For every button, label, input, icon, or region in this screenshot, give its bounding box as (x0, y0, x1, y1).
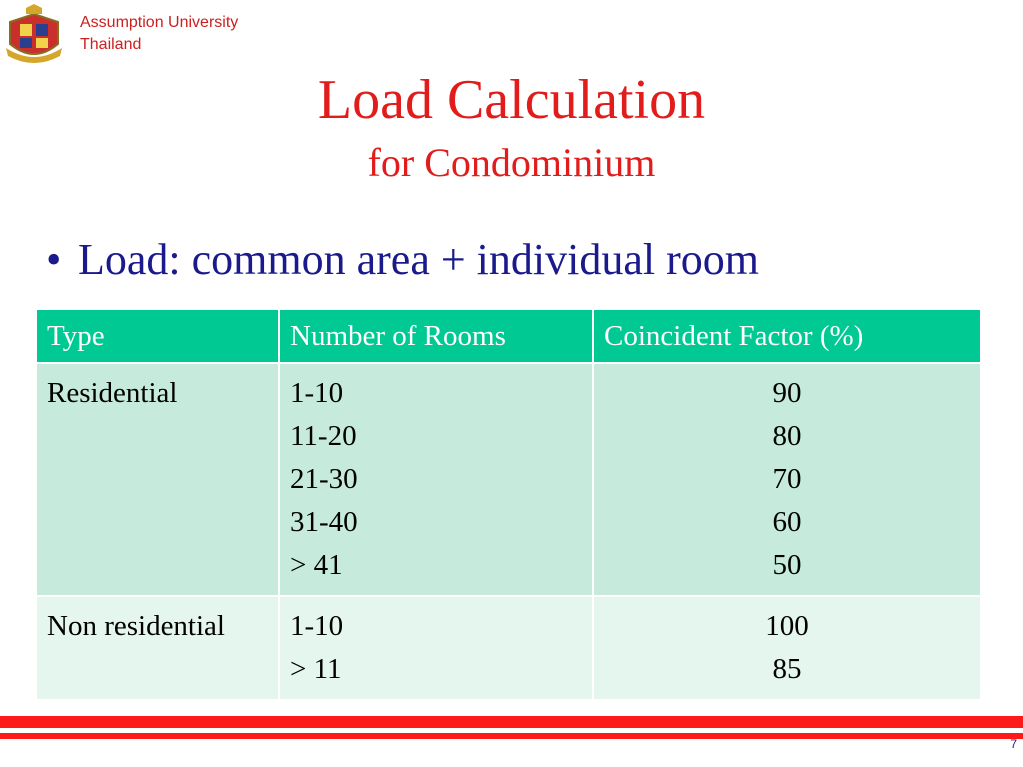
table-row (37, 363, 980, 596)
table-header-row (37, 310, 980, 363)
university-name-line1: Assumption University (80, 14, 239, 31)
factor-value: 90 (772, 377, 802, 409)
cell-rooms (279, 363, 593, 596)
university-name-line2: Thailand (80, 36, 142, 53)
cell-factors (593, 363, 980, 596)
rooms-value: 1-10 (290, 610, 344, 642)
rooms-value: 1-10 (290, 377, 344, 409)
factor-value: 50 (772, 549, 802, 581)
footer-stripe-bottom (0, 733, 1023, 739)
header-coincident-factor: Coincident Factor (%) (593, 310, 980, 363)
rooms-value: 21-30 (290, 463, 358, 495)
factor-value: 70 (772, 463, 802, 495)
slide-subtitle: for Condominium (367, 140, 656, 185)
cell-type: Non residential (37, 596, 279, 699)
page-number: 7 (1010, 737, 1017, 751)
coincident-factor-table (37, 310, 980, 699)
table-row (37, 596, 980, 699)
header-type: Type (37, 310, 279, 363)
cell-type: Residential (37, 363, 279, 596)
cell-factors (593, 596, 980, 699)
rooms-value: > 11 (290, 653, 342, 685)
rooms-value: 31-40 (290, 506, 358, 538)
cell-rooms (279, 596, 593, 699)
slide-title: Load Calculation (317, 69, 706, 131)
rooms-value: 11-20 (290, 420, 357, 452)
university-crest-icon (4, 4, 64, 66)
header-number-of-rooms: Number of Rooms (279, 310, 593, 363)
bullet-text: Load: common area + individual room (78, 235, 759, 284)
university-name (80, 12, 238, 56)
factor-value: 60 (772, 506, 802, 538)
factor-value: 85 (772, 653, 802, 685)
bullet-dot-icon: • (46, 235, 62, 284)
bullet-point (46, 232, 759, 288)
factor-value: 80 (772, 420, 802, 452)
rooms-value: > 41 (290, 549, 343, 581)
factor-value: 100 (765, 610, 809, 642)
footer-stripe-top (0, 716, 1023, 728)
